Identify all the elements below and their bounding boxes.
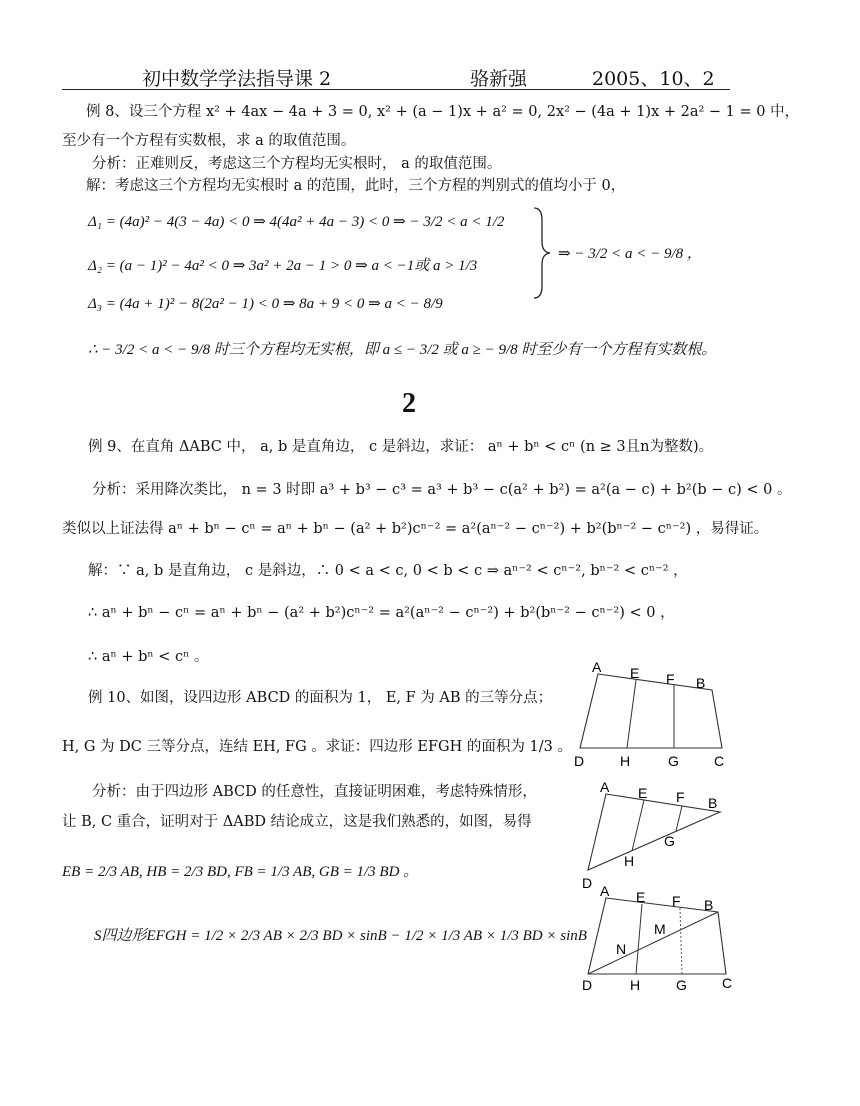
section-number: 2 bbox=[402, 388, 416, 419]
example9-solution-end: ∴ aⁿ + bⁿ < cⁿ 。 bbox=[88, 649, 209, 665]
figure-quadrilateral bbox=[570, 656, 740, 772]
example8-analysis: 分析：正难则反，考虑这三个方程均无实根时， a 的取值范围。 bbox=[92, 156, 502, 172]
fig2-label-g: G bbox=[664, 833, 675, 849]
fig2-label-a: A bbox=[600, 779, 610, 795]
fig2-label-b: B bbox=[708, 795, 718, 811]
header-date: 2005、10、2 bbox=[592, 68, 715, 90]
fig3-label-g: G bbox=[676, 977, 687, 993]
example10-statement: 例 10、如图，设四边形 ABCD 的面积为 1， E, F 为 AB 的三等分点； bbox=[88, 690, 553, 706]
example9-analysis: 分析：采用降次类比， n = 3 时即 a³ + b³ − c³ = a³ + b³ − c(a² + b²) = a²(a − c) + b²(b − c) < 0 。 bbox=[92, 482, 792, 498]
fig3-label-m: M bbox=[654, 921, 666, 937]
fig1-label-d: D bbox=[574, 753, 585, 769]
example10-analysis: 分析：由于四边形 ABCD 的任意性，直接证明困难，考虑特殊情形， bbox=[92, 784, 537, 800]
delta2-inequality: Δ₂ = (a − 1)² − 4a² < 0 ⇒ 3a² + 2a − 1 > 0 ⇒ a < −1或 a > 1/3 bbox=[88, 258, 478, 274]
example10-area-formula: S四边形EFGH = 1/2 × 2/3 AB × 2/3 BD × sinB − 1/2 × 1/3 AB × 1/3 BD × sinB bbox=[94, 928, 587, 944]
fig3-label-c: C bbox=[722, 975, 733, 991]
combined-result: ⇒ − 3/2 < a < − 9/8 ， bbox=[558, 246, 702, 262]
fig3-label-d: D bbox=[582, 977, 593, 993]
example8-solution-intro: 解：考虑这三个方程均无实根时 a 的范围，此时，三个方程的判别式的值均小于 0， bbox=[86, 178, 626, 194]
header-author: 骆新强 bbox=[470, 68, 528, 90]
example8-statement: 例 8、设三个方程 x² + 4ax − 4a + 3 = 0, x² + (a − 1)x + a² = 0, 2x² − (4a + 1)x + 2a² − 1 = 0 中， bbox=[86, 104, 800, 120]
fig1-label-a: A bbox=[592, 659, 602, 675]
fig3-label-h: H bbox=[630, 977, 641, 993]
delta1-inequality: Δ₁ = (4a)² − 4(3 − 4a) < 0 ⇒ 4(4a² + 4a − 3) < 0 ⇒ − 3/2 < a < 1/2 bbox=[88, 214, 505, 230]
fig3-label-n: N bbox=[616, 941, 627, 957]
fig3-label-b: B bbox=[704, 897, 714, 913]
fig1-label-g: G bbox=[668, 753, 679, 769]
fig3-label-a: A bbox=[600, 883, 610, 899]
fig2-label-e: E bbox=[638, 785, 648, 801]
figure-triangle bbox=[576, 778, 736, 894]
delta3-inequality: Δ₃ = (4a + 1)² − 8(2a² − 1) < 0 ⇒ 8a + 9 < 0 ⇒ a < − 8/9 bbox=[88, 296, 443, 312]
example10-statement-cont: H, G 为 DC 三等分点，连结 EH, FG 。求证：四边形 EFGH 的面积为 1/3 。 bbox=[62, 739, 572, 755]
example8-statement-cont: 至少有一个方程有实数根，求 a 的取值范围。 bbox=[62, 133, 356, 149]
fig2-label-h: H bbox=[624, 853, 635, 869]
example9-statement: 例 9、在直角 ΔABC 中， a, b 是直角边， c 是斜边，求证： aⁿ + bⁿ < cⁿ (n ≥ 3且n为整数)。 bbox=[88, 439, 714, 455]
fig1-label-e: E bbox=[630, 665, 640, 681]
fig3-label-f: F bbox=[672, 893, 681, 909]
example8-conclusion: ∴ − 3/2 < a < − 9/8 时三个方程均无实根，即 a ≤ − 3/2 或 a ≥ − 9/8 时至少有一个方程有实数根。 bbox=[88, 342, 717, 358]
example9-solution: 解：∵ a, b 是直角边， c 是斜边，∴ 0 < a < c, 0 < b < c ⇒ aⁿ⁻² < cⁿ⁻², bⁿ⁻² < cⁿ⁻² ， bbox=[88, 563, 688, 579]
fig1-label-c: C bbox=[714, 753, 725, 769]
header-title: 初中数学学法指导课 2 bbox=[142, 68, 332, 90]
fig1-label-b: B bbox=[696, 675, 706, 691]
fig1-label-h: H bbox=[620, 753, 631, 769]
example9-solution-step: ∴ aⁿ + bⁿ − cⁿ = aⁿ + bⁿ − (a² + b²)cⁿ⁻² = a²(aⁿ⁻² − cⁿ⁻²) + b²(bⁿ⁻² − cⁿ⁻²) < 0 ， bbox=[88, 605, 675, 621]
example9-analysis-cont: 类似以上证法得 aⁿ + bⁿ − cⁿ = aⁿ + bⁿ − (a² + b²)cⁿ⁻² = a²(aⁿ⁻² − cⁿ⁻²) + b²(bⁿ⁻² − cⁿ⁻²) ，易得证。 bbox=[62, 521, 769, 537]
fig2-label-d: D bbox=[582, 875, 593, 891]
example10-ratios: EB = 2/3 AB, HB = 2/3 BD, FB = 1/3 AB, GB = 1/3 BD 。 bbox=[62, 864, 419, 880]
fig1-label-f: F bbox=[666, 671, 675, 687]
fig2-label-f: F bbox=[676, 789, 685, 805]
right-brace bbox=[530, 206, 554, 300]
example10-analysis-cont: 让 B, C 重合，证明对于 ΔABD 结论成立，这是我们熟悉的，如图，易得 bbox=[62, 814, 532, 830]
figure-quadrilateral-diagonal bbox=[576, 880, 746, 998]
header-rule bbox=[62, 89, 730, 90]
fig3-label-e: E bbox=[636, 889, 646, 905]
